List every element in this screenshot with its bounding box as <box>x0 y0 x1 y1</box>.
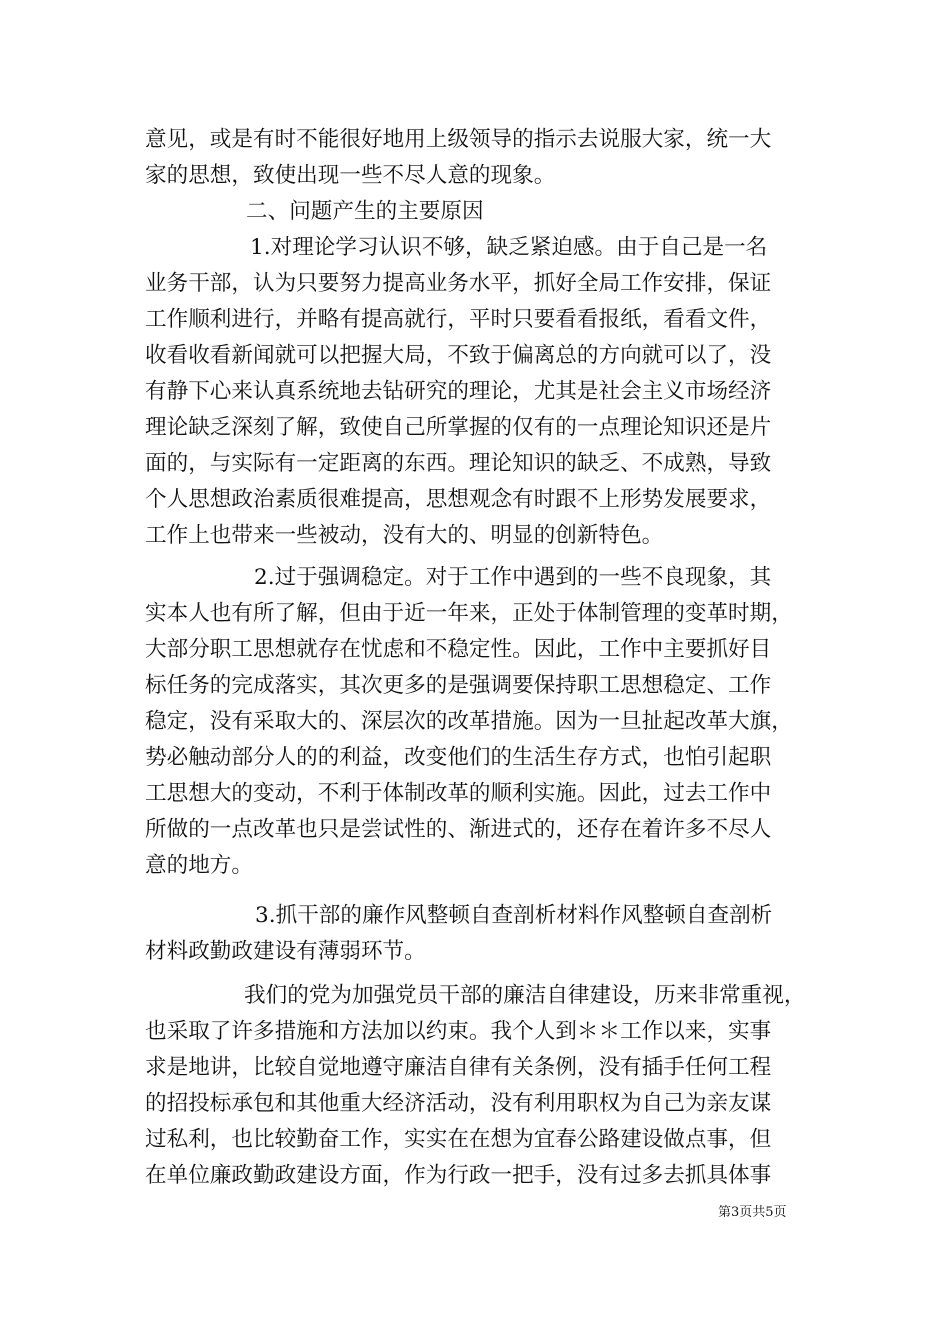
body-line: 求是地讲，比较自觉地遵守廉洁自律有关条例，没有插手任何工程 <box>145 1055 772 1080</box>
body-line: 收看收看新闻就可以把握大局，不致于偏离总的方向就可以了，没 <box>145 343 772 368</box>
body-line: 个人思想政治素质很难提高，思想观念有时跟不上形势发展要求， <box>145 487 772 512</box>
body-line: 也采取了许多措施和方法加以约束。我个人到＊＊工作以来，实事 <box>145 1019 772 1044</box>
body-line: 过私利，也比较勤奋工作，实实在在想为宜春公路建设做点事，但 <box>145 1127 772 1152</box>
body-line: 工思想大的变动，不利于体制改革的顺利实施。因此，过去工作中 <box>145 781 772 806</box>
body-line: 有静下心来认真系统地去钻研究的理论，尤其是社会主义市场经济 <box>145 379 772 404</box>
body-line: 势必触动部分人的的利益，改变他们的生活生存方式，也怕引起职 <box>145 745 772 770</box>
body-line: 意的地方。 <box>145 853 253 878</box>
paragraph-first-line: 2.过于强调稳定。对于工作中遇到的一些不良现象，其 <box>254 565 772 590</box>
body-line: 的招投标承包和其他重大经济活动，没有利用职权为自己为亲友谋 <box>145 1091 772 1116</box>
body-line: 材料政勤政建设有薄弱环节。 <box>145 939 426 964</box>
page-number: 第3页共5页 <box>718 1205 787 1220</box>
section-heading: 二、问题产生的主要原因 <box>246 199 484 224</box>
body-line: 家的思想，致使出现一些不尽人意的现象。 <box>145 163 556 188</box>
paragraph-first-line: 1.对理论学习认识不够，缺乏紧迫感。由于自己是一名 <box>250 235 768 260</box>
body-line: 业务干部，认为只要努力提高业务水平，抓好全局工作安排，保证 <box>145 271 772 296</box>
body-line: 大部分职工思想就存在忧虑和不稳定性。因此，工作中主要抓好目 <box>145 637 772 662</box>
body-line: 面的，与实际有一定距离的东西。理论知识的缺乏、不成熟，导致 <box>145 451 772 476</box>
body-line: 意见，或是有时不能很好地用上级领导的指示去说服大家，统一大 <box>145 127 772 152</box>
body-line: 标任务的完成落实，其次更多的是强调要保持职工思想稳定、工作 <box>145 673 772 698</box>
body-line: 工作上也带来一些被动，没有大的、明显的创新特色。 <box>145 523 664 548</box>
body-line: 工作顺利进行，并略有提高就行，平时只要看看报纸，看看文件， <box>145 307 772 332</box>
body-line: 稳定，没有采取大的、深层次的改革措施。因为一旦扯起改革大旗， <box>145 709 793 734</box>
body-line: 理论缺乏深刻了解，致使自己所掌握的仅有的一点理论知识还是片 <box>145 415 772 440</box>
paragraph-first-line: 3.抓干部的廉作风整顿自查剖析材料作风整顿自查剖析 <box>255 903 773 928</box>
body-line: 在单位廉政勤政建设方面，作为行政一把手，没有过多去抓具体事 <box>145 1163 772 1188</box>
paragraph-first-line: 我们的党为加强党员干部的廉洁自律建设，历来非常重视， <box>244 983 806 1008</box>
body-line: 实本人也有所了解，但由于近一年来，正处于体制管理的变革时期， <box>145 601 793 626</box>
body-line: 所做的一点改革也只是尝试性的、渐进式的，还存在着许多不尽人 <box>145 817 772 842</box>
